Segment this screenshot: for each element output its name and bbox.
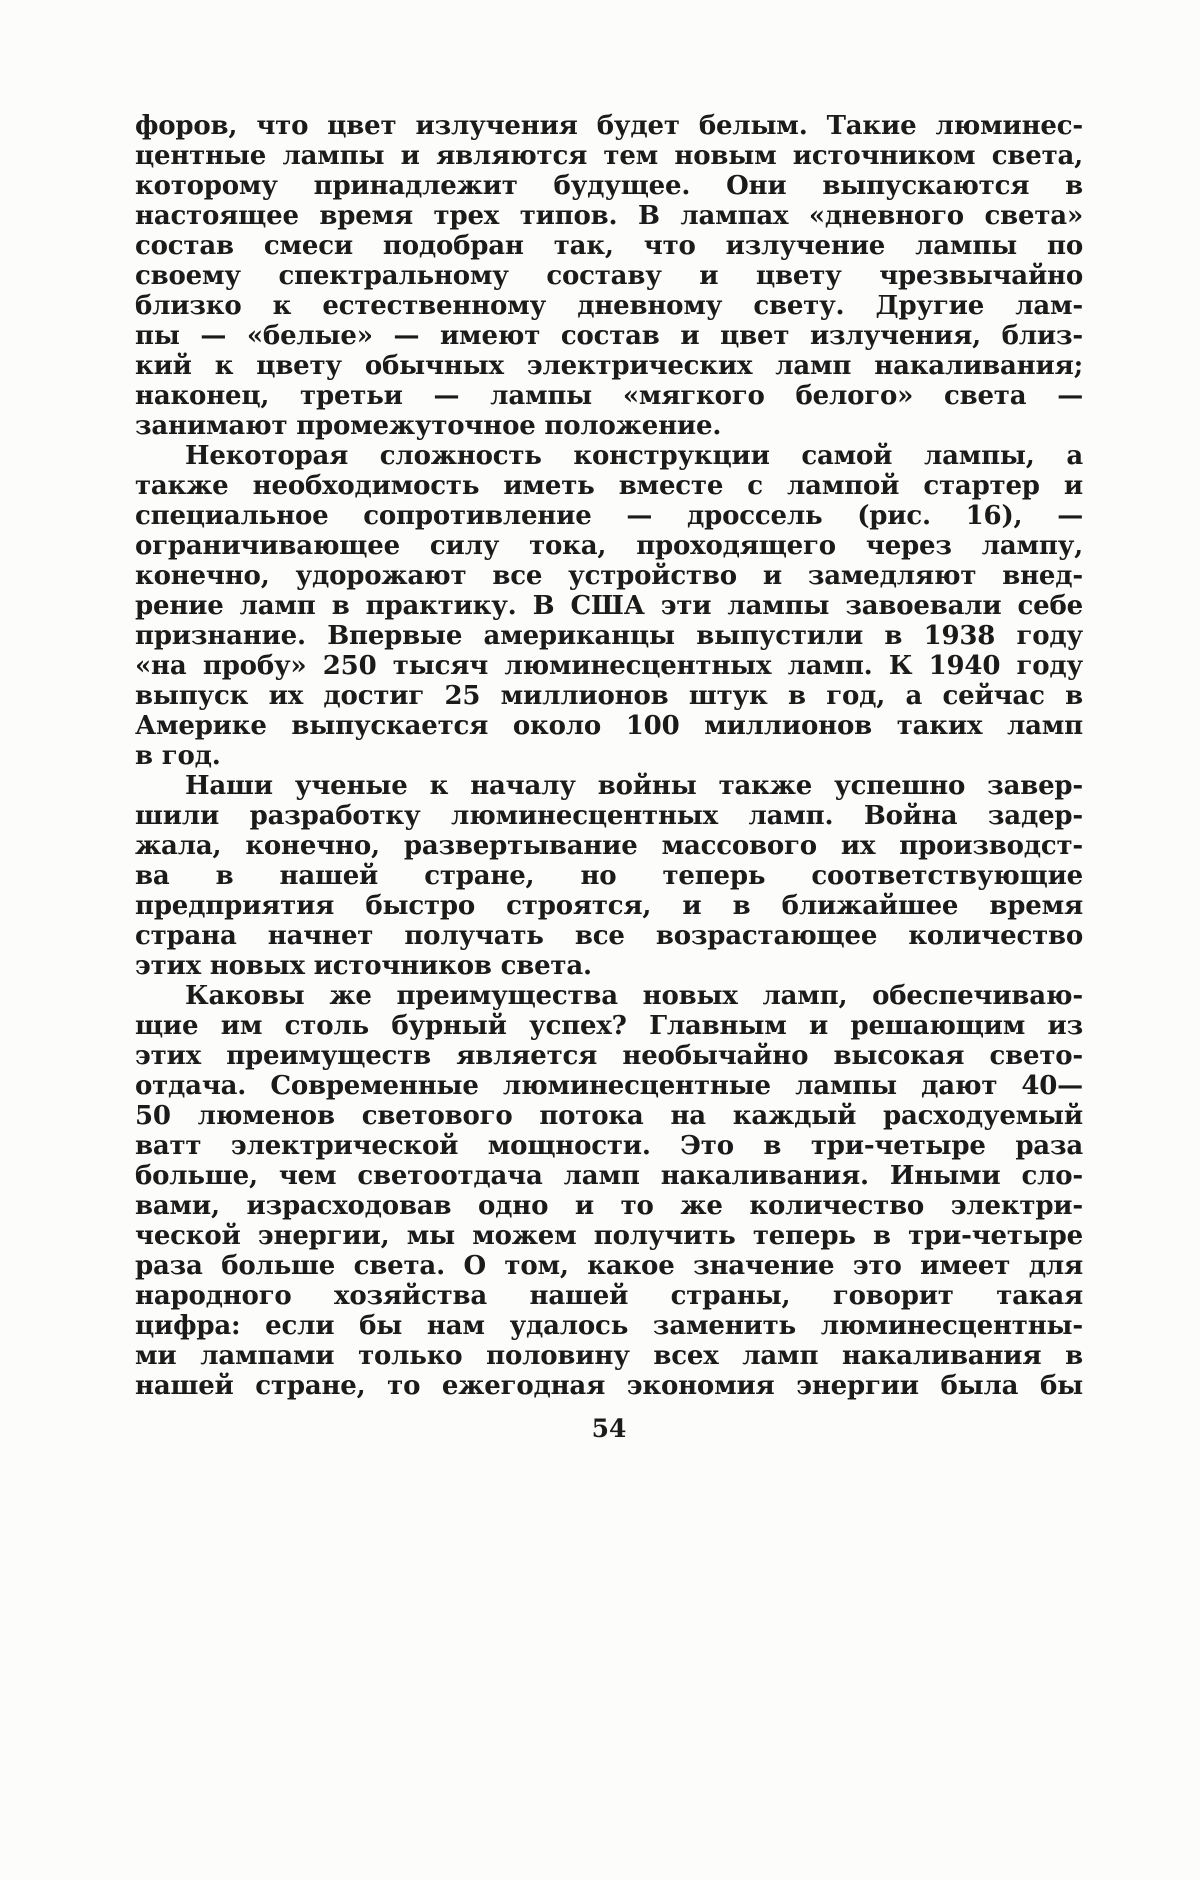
text-line: больше, чем светоотдача ламп накаливания. Иными сло-: [135, 1161, 1083, 1191]
text-line: Некоторая сложность конструкции самой лампы, а: [185, 441, 1083, 471]
text-line: форов, что цвет излучения будет белым. Такие люминес-: [135, 111, 1083, 141]
text-line: раза больше света. О том, какое значение это имеет для: [135, 1251, 1083, 1281]
paragraph: [135, 441, 1083, 771]
text-line: наконец, третьи — лампы «мягкого белого» света —: [135, 381, 1083, 411]
text-line: также необходимость иметь вместе с лампой стартер и: [135, 471, 1083, 501]
text-line: предприятия быстро строятся, и в ближайшее время: [135, 891, 1083, 921]
text-line: специальное сопротивление — дроссель (рис. 16), —: [135, 501, 1083, 531]
text-line: отдача. Современные люминесцентные лампы дают 40—: [135, 1071, 1083, 1101]
text-line: шили разработку люминесцентных ламп. Война задер-: [135, 801, 1083, 831]
text-line: своему спектральному составу и цвету чрезвычайно: [135, 261, 1083, 291]
text-line: Наши ученые к началу войны также успешно завер-: [185, 771, 1083, 801]
paragraph: [135, 981, 1083, 1401]
paragraph: [135, 771, 1083, 981]
text-line: народного хозяйства нашей страны, говорит такая: [135, 1281, 1083, 1311]
text-line: состав смеси подобран так, что излучение лампы по: [135, 231, 1083, 261]
text-line: центные лампы и являются тем новым источником света,: [135, 141, 1083, 171]
text-line: признание. Впервые американцы выпустили в 1938 году: [135, 621, 1083, 651]
text-line: нашей стране, то ежегодная экономия энергии была бы: [135, 1371, 1083, 1401]
text-line: 50 люменов светового потока на каждый расходуемый: [135, 1101, 1083, 1131]
text-line: ограничивающее силу тока, проходящего через лампу,: [135, 531, 1083, 561]
text-line: которому принадлежит будущее. Они выпускаются в: [135, 171, 1083, 201]
text-line: страна начнет получать все возрастающее количество: [135, 921, 1083, 951]
text-block: [135, 111, 1083, 1401]
text-line: ми лампами только половину всех ламп накаливания в: [135, 1341, 1083, 1371]
page-number: 54: [591, 1414, 627, 1443]
text-line: этих преимуществ является необычайно высокая свето-: [135, 1041, 1083, 1071]
text-line: занимают промежуточное положение.: [135, 411, 722, 441]
text-line: рение ламп в практику. В США эти лампы завоевали себе: [135, 591, 1083, 621]
text-line: вами, израсходовав одно и то же количество электри-: [135, 1191, 1083, 1221]
text-line: Америке выпускается около 100 миллионов таких ламп: [135, 711, 1083, 741]
text-line: цифра: если бы нам удалось заменить люминесцентны-: [135, 1311, 1083, 1341]
text-line: кий к цвету обычных электрических ламп накаливания;: [135, 351, 1083, 381]
text-line: щие им столь бурный успех? Главным и решающим из: [135, 1011, 1083, 1041]
paragraph: [135, 111, 1083, 441]
text-line: в год.: [135, 741, 221, 771]
text-line: близко к естественному дневному свету. Другие лам-: [135, 291, 1083, 321]
text-line: Каковы же преимущества новых ламп, обеспечиваю-: [185, 981, 1083, 1011]
text-line: ватт электрической мощности. Это в три-четыре раза: [135, 1131, 1083, 1161]
text-line: настоящее время трех типов. В лампах «дневного света»: [135, 201, 1083, 231]
text-line: ческой энергии, мы можем получить теперь в три-четыре: [135, 1221, 1083, 1251]
text-line: «на пробу» 250 тысяч люминесцентных ламп. К 1940 году: [135, 651, 1083, 681]
text-line: ва в нашей стране, но теперь соответствующие: [135, 861, 1083, 891]
text-line: этих новых источников света.: [135, 951, 592, 981]
text-line: выпуск их достиг 25 миллионов штук в год, а сейчас в: [135, 681, 1083, 711]
text-line: жала, конечно, развертывание массового их производст-: [135, 831, 1083, 861]
text-line: пы — «белые» — имеют состав и цвет излучения, близ-: [135, 321, 1083, 351]
text-line: конечно, удорожают все устройство и замедляют внед-: [135, 561, 1083, 591]
